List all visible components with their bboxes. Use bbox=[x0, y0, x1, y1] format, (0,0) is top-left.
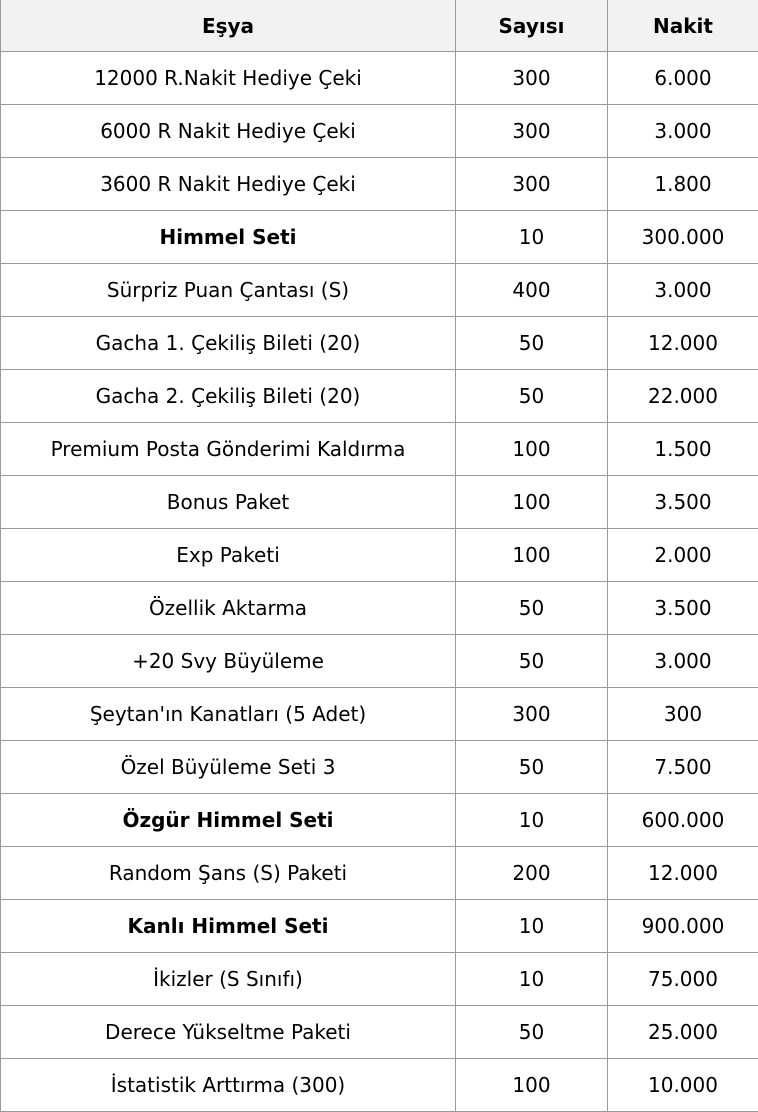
count-cell: 50 bbox=[456, 635, 608, 688]
cash-cell: 900.000 bbox=[608, 900, 758, 953]
cash-cell: 300 bbox=[608, 688, 758, 741]
count-cell: 10 bbox=[456, 211, 608, 264]
cash-cell: 12.000 bbox=[608, 847, 758, 900]
table-header bbox=[1, 0, 758, 52]
table-row bbox=[1, 741, 758, 794]
count-cell: 300 bbox=[456, 52, 608, 105]
cash-cell: 1.800 bbox=[608, 158, 758, 211]
item-cell: Premium Posta Gönderimi Kaldırma bbox=[1, 423, 456, 476]
count-cell: 300 bbox=[456, 158, 608, 211]
header-row bbox=[1, 0, 758, 52]
cash-cell: 25.000 bbox=[608, 1006, 758, 1059]
table-row bbox=[1, 370, 758, 423]
header-count: Sayısı bbox=[456, 0, 608, 52]
count-cell: 50 bbox=[456, 1006, 608, 1059]
item-cell: Kanlı Himmel Seti bbox=[1, 900, 456, 953]
cash-cell: 12.000 bbox=[608, 317, 758, 370]
count-cell: 50 bbox=[456, 582, 608, 635]
table-row bbox=[1, 105, 758, 158]
table-row bbox=[1, 847, 758, 900]
table-row bbox=[1, 953, 758, 1006]
item-cell: Sürpriz Puan Çantası (S) bbox=[1, 264, 456, 317]
item-cell: Himmel Seti bbox=[1, 211, 456, 264]
cash-cell: 3.000 bbox=[608, 264, 758, 317]
item-cell: Random Şans (S) Paketi bbox=[1, 847, 456, 900]
table-row bbox=[1, 52, 758, 105]
cash-cell: 75.000 bbox=[608, 953, 758, 1006]
item-cell: İstatistik Arttırma (300) bbox=[1, 1059, 456, 1112]
count-cell: 400 bbox=[456, 264, 608, 317]
item-cell: 3600 R Nakit Hediye Çeki bbox=[1, 158, 456, 211]
item-cell: Özel Büyüleme Seti 3 bbox=[1, 741, 456, 794]
item-cell: Şeytan'ın Kanatları (5 Adet) bbox=[1, 688, 456, 741]
cash-cell: 300.000 bbox=[608, 211, 758, 264]
cash-cell: 600.000 bbox=[608, 794, 758, 847]
table-body bbox=[1, 52, 758, 1112]
cash-cell: 3.500 bbox=[608, 476, 758, 529]
item-cell: Gacha 1. Çekiliş Bileti (20) bbox=[1, 317, 456, 370]
cash-cell: 3.500 bbox=[608, 582, 758, 635]
count-cell: 10 bbox=[456, 794, 608, 847]
table-row bbox=[1, 582, 758, 635]
cash-cell: 2.000 bbox=[608, 529, 758, 582]
table-row bbox=[1, 476, 758, 529]
item-cell: İkizler (S Sınıfı) bbox=[1, 953, 456, 1006]
count-cell: 50 bbox=[456, 317, 608, 370]
item-cell: Bonus Paket bbox=[1, 476, 456, 529]
count-cell: 100 bbox=[456, 1059, 608, 1112]
cash-cell: 3.000 bbox=[608, 105, 758, 158]
count-cell: 300 bbox=[456, 105, 608, 158]
table-row bbox=[1, 423, 758, 476]
count-cell: 100 bbox=[456, 476, 608, 529]
table-row bbox=[1, 688, 758, 741]
count-cell: 300 bbox=[456, 688, 608, 741]
header-cash: Nakit bbox=[608, 0, 758, 52]
cash-cell: 7.500 bbox=[608, 741, 758, 794]
table-row bbox=[1, 1006, 758, 1059]
cash-cell: 1.500 bbox=[608, 423, 758, 476]
count-cell: 100 bbox=[456, 423, 608, 476]
table-row bbox=[1, 211, 758, 264]
count-cell: 50 bbox=[456, 370, 608, 423]
count-cell: 100 bbox=[456, 529, 608, 582]
count-cell: 200 bbox=[456, 847, 608, 900]
item-cell: Özellik Aktarma bbox=[1, 582, 456, 635]
cash-cell: 6.000 bbox=[608, 52, 758, 105]
cash-cell: 10.000 bbox=[608, 1059, 758, 1112]
item-cell: Derece Yükseltme Paketi bbox=[1, 1006, 456, 1059]
item-cell: Gacha 2. Çekiliş Bileti (20) bbox=[1, 370, 456, 423]
table-row bbox=[1, 529, 758, 582]
table-row bbox=[1, 158, 758, 211]
table-row bbox=[1, 317, 758, 370]
item-cell: 12000 R.Nakit Hediye Çeki bbox=[1, 52, 456, 105]
count-cell: 10 bbox=[456, 900, 608, 953]
cash-cell: 22.000 bbox=[608, 370, 758, 423]
table-row bbox=[1, 1059, 758, 1112]
count-cell: 10 bbox=[456, 953, 608, 1006]
item-cell: Özgür Himmel Seti bbox=[1, 794, 456, 847]
item-cell: +20 Svy Büyüleme bbox=[1, 635, 456, 688]
cash-cell: 3.000 bbox=[608, 635, 758, 688]
header-item: Eşya bbox=[1, 0, 456, 52]
table-row bbox=[1, 635, 758, 688]
table-row bbox=[1, 900, 758, 953]
table-row bbox=[1, 794, 758, 847]
count-cell: 50 bbox=[456, 741, 608, 794]
item-cell: Exp Paketi bbox=[1, 529, 456, 582]
table-row bbox=[1, 264, 758, 317]
item-cell: 6000 R Nakit Hediye Çeki bbox=[1, 105, 456, 158]
